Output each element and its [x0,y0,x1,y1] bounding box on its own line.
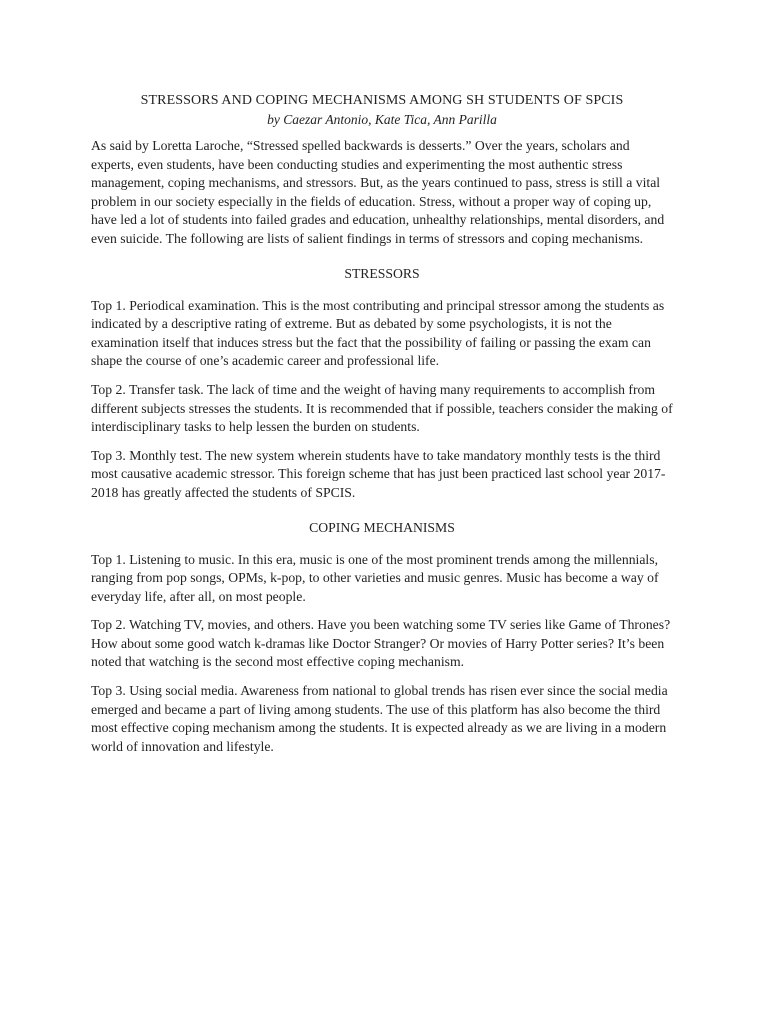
intro-paragraph: As said by Loretta Laroche, “Stressed spelled backwards is desserts.” Over the years, scholars and experts, even students, have been conducting studies and experimenting the most authentic stress management, coping mechanisms, and stressors. But, as the years continued to pass, stress is still a vital problem in our society especially in the fields of education. Stress, without a proper way of coping up, have led a lot of students into failed grades and education, unhealthy relationships, mental disorders, and even suicide. The following are lists of salient findings in terms of stressors and coping mechanisms. [91,138,665,246]
stressor-paragraph-2: Top 2. Transfer task. The lack of time and the weight of having many requirements to accomplish from different subjects stresses the students. It is recommended that if possible, teachers consider the making of interdisciplinary tasks to help lessen the burden on students. [91,381,673,435]
stressor-paragraph-1: Top 1. Periodical examination. This is the most contributing and principal stressor among the students as indicated by a descriptive rating of extreme. But as debated by some psychologists, it is not the examination itself that induces stress but the fact that the possibility of failing or passing the exam can shape the course of one’s academic career and professional life. [91,297,665,369]
coping-paragraph-3: Top 3. Using social media. Awareness from national to global trends has risen ever since the social media emerged and became a part of living among students. The use of this platform has also become the third most effective coping mechanism among the students. It is expected already as we are living in a modern world of innovation and lifestyle. [91,683,668,754]
document-page [91,92,673,766]
coping-paragraph-1: Top 1. Listening to music. In this era, music is one of the most prominent trends among the millennials, ranging from pop songs, OPMs, k-pop, to other varieties and music genres. Music has become a way of everyday life, after all, on most people. [91,551,659,604]
document-byline: by Caezar Antonio, Kate Tica, Ann Parilla [267,112,497,127]
stressors-heading: STRESSORS [344,265,420,281]
coping-paragraph-2: Top 2. Watching TV, movies, and others. Have you been watching some TV series like Game of Thrones? How about some good watch k-dramas like Doctor Stranger? Or movies of Harry Potter series? It’s been noted that watching is the second most effective coping mechanism. [91,617,671,670]
document-title: STRESSORS AND COPING MECHANISMS AMONG SH STUDENTS OF SPCIS [140,93,624,108]
stressor-paragraph-3: Top 3. Monthly test. The new system wherein students have to take mandatory monthly tests is the third most causative academic stressor. This foreign scheme that has just been practiced last school year 2017-2018 has greatly affected the students of SPCIS. [91,447,666,500]
coping-mechanisms-heading: COPING MECHANISMS [309,519,455,535]
